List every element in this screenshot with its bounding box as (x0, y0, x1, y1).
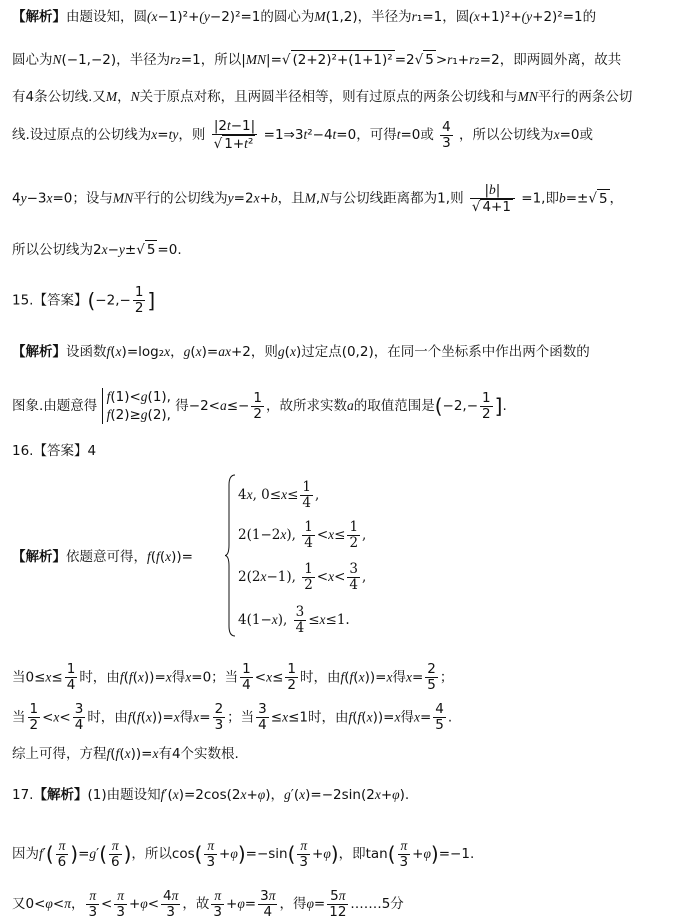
solution-line-5: 4y−3x=0；设与MN平行的公切线为y=2x+b，且M,N与公切线距离都为1,则 $\frac{|b|}{√ 4+1}$ =1,即b=±√ 5 ， (12, 182, 624, 215)
answer-16: 16.【答案】4 (12, 443, 97, 459)
piece-1: 4x, 0≤x≤ $\frac{1}{4}$ , (238, 479, 320, 511)
solution-line-12: 综上可得，方程f(f(x))=x有4个实数根. (12, 746, 239, 762)
solution-line-7: 【解析】设函数f(x)=log₂x，g(x)=ax+2，则g(x)过定点(0,2)，在同一个坐标系中作出两个函数的 (12, 344, 590, 360)
solution-line-14: 因为f′( $\frac{\pi}{6}$ )=g′( $\frac{\pi}{6}$ )，所以cos( $\frac{\pi}{3}$ +φ)=−sin( $\frac{\pi}{3}$ +φ)，即tan( $\frac{\pi}{3}$ +φ)=−1. (12, 838, 475, 870)
solution-line-15: 又0<φ<π， $\frac{\pi}{3}$ < $\frac{\pi}{3}$ +φ< $\frac{4\pi}{3}$ ，故 $\frac{\pi}{3}$ +φ= $\frac{3\pi}{4}$ ，得φ= $\frac{5\pi}{12}$ .……5分 (12, 888, 404, 920)
solution-line-1: 【解析】由题设知，圆(x−1)²+(y−2)²=1的圆心为M(1,2)，半径为r₁=1，圆(x+1)²+(y+2)²=1的 (12, 9, 597, 25)
solution-line-9: 【解析】依题意可得，f(f(x))= (12, 549, 193, 565)
solution-line-11: 当 $\frac{1}{2}$ <x< $\frac{3}{4}$ 时，由f(f(x))=x得x= $\frac{2}{3}$ ；当 $\frac{3}{4}$ ≤x≤1时，由f(f(x))=x得x= $\frac{4}{5}$ . (12, 701, 453, 733)
piece-4: 4(1−x), $\frac{3}{4}$ ≤x≤1. (238, 604, 350, 636)
piecewise-brace (225, 473, 237, 638)
piece-3: 2(2x−1), $\frac{1}{2}$ <x< $\frac{3}{4}$ , (238, 561, 367, 593)
solution-line-13: 17.【解析】(1)由题设知f′(x)=2cos(2x+φ)，g′(x)=−2sin(2x+φ). (12, 787, 410, 803)
solution-line-3: 有4条公切线.又M，N关于原点对称，且两圆半径相等，则有过原点的两条公切线和与MN平行的两条公切 (12, 89, 633, 105)
solution-line-4: 线.设过原点的公切线为x=ty，则 $\frac{|2t-1|}{\text{√ 1+t²}}$ =1⇒3t²−4t=0，可得t=0或 $\frac{4}{3}$ ，所以公切线为x=0或 (12, 118, 593, 152)
solution-line-10: 当0≤x≤ $\frac{1}{4}$ 时，由f(f(x))=x得x=0；当 $\frac{1}{4}$ <x≤ $\frac{1}{2}$ 时，由f(f(x))=x得x= $\frac{2}{5}$ ； (12, 661, 454, 693)
solution-line-6: 所以公切线为2x−y±√ 5 =0. (12, 242, 182, 258)
solution-line-8: 图象.由题意得 f(1)<g(1), f(2)≥g(2), 得−2<a≤− $\frac{1}{2}$ ，故所求实数a的取值范围是(−2,− $\frac{1}{2}$ ]. (12, 389, 507, 423)
answer-15: 15.【答案】(−2,− $\frac{1}{2}$ ] (12, 284, 156, 316)
piece-2: 2(1−2x), $\frac{1}{4}$ <x≤ $\frac{1}{2}$ , (238, 519, 367, 551)
solution-line-2: 圆心为N(−1,−2)，半径为r₂=1，所以|MN|=√ (2+2)²+(1+1)² =2√ 5 >r₁+r₂=2，即两圆外离，故共 (12, 52, 622, 68)
